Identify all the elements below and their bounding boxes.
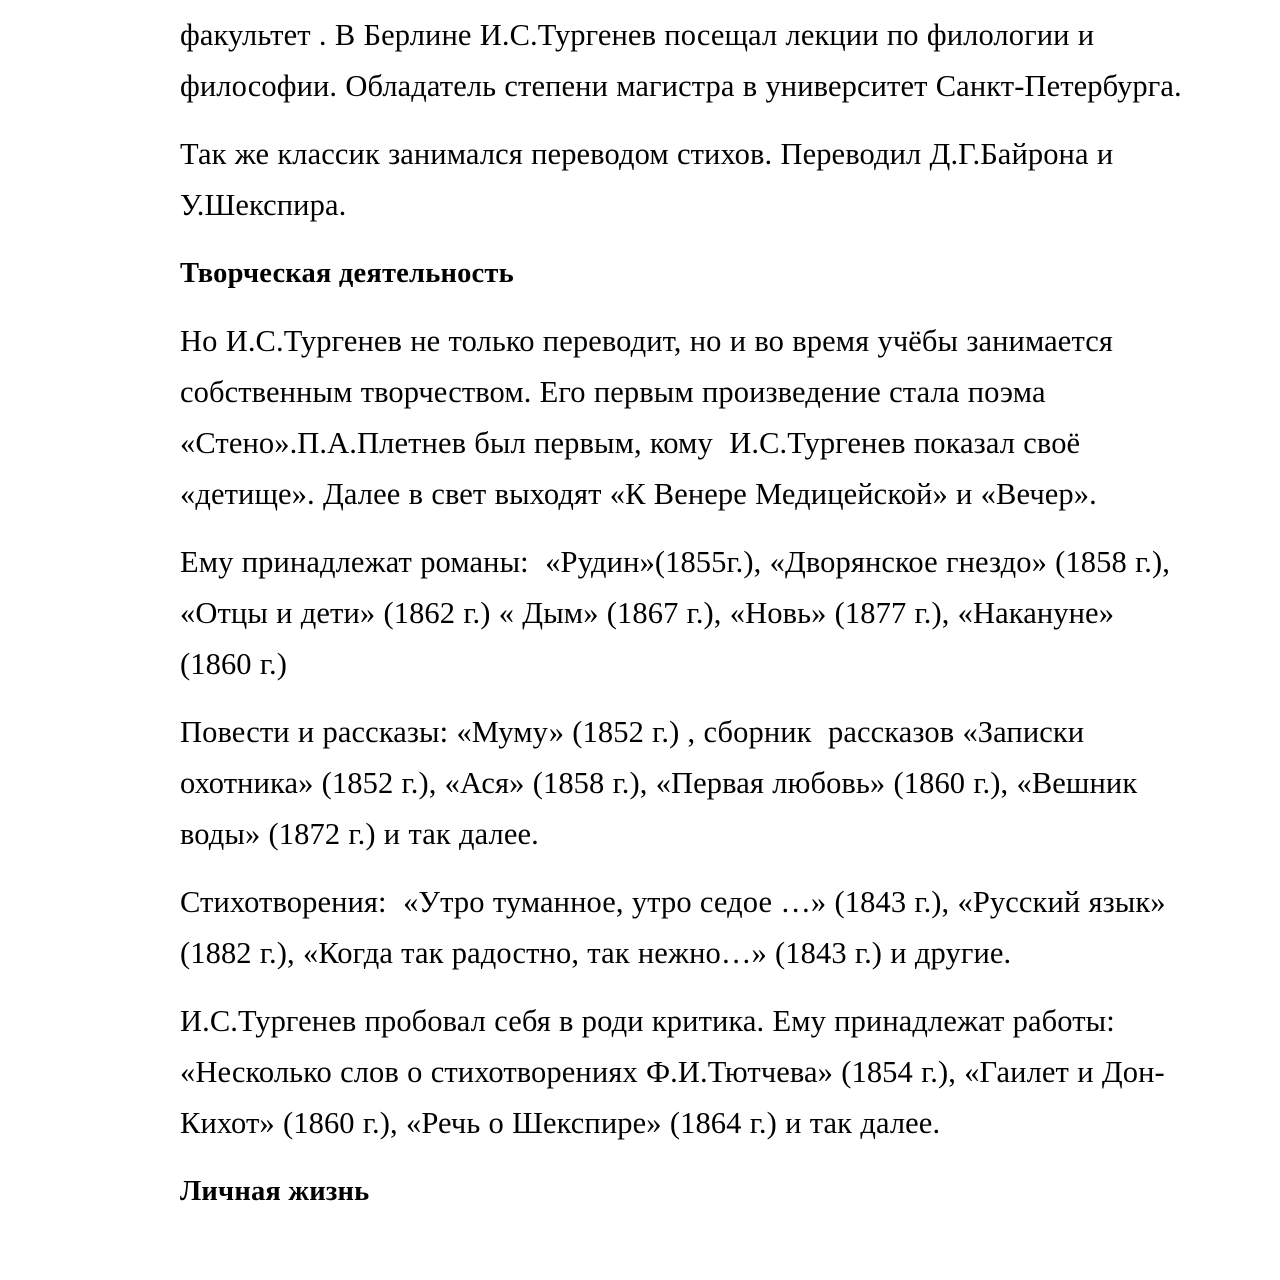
document-body <box>180 10 1186 1217</box>
heading-personal-life: Личная жизнь <box>180 1176 370 1207</box>
heading-creative-activity: Творческая деятельность <box>180 258 514 289</box>
paragraph-poems: Стихотворения: «Утро туманное, утро седое …» (1843 г.), «Русский язык» (1882 г.), «Когда так радостно, так нежно…» (1843 г.) и другие. <box>180 885 1174 970</box>
paragraph-first-works: Но И.С.Тургенев не только переводит, но и во время учёбы занимается собственным творчеством. Его первым произведение стала поэма «Стено».П.А.Плетнев был первым, кому И.С.Тургенев показал своё «детище». Далее в свет выходят «К Венере Медицейской» и «Вечер». <box>180 324 1122 511</box>
paragraph-education: факультет . В Берлине И.С.Тургенев посещал лекции по филологии и философии. Обладатель степени магистра в университет Санкт-Петербурга. <box>180 18 1182 103</box>
paragraph-translations: Так же классик занимался переводом стихов. Переводил Д.Г.Байрона и У.Шекспира. <box>180 137 1122 222</box>
paragraph-novels: Ему принадлежат романы: «Рудин»(1855г.), «Дворянское гнездо» (1858 г.), «Отцы и дети» (1862 г.) « Дым» (1867 г.), «Новь» (1877 г.), «Накануне» (1860 г.) <box>180 545 1179 681</box>
paragraph-novellas-and-stories: Повести и рассказы: «Муму» (1852 г.) , сборник рассказов «Записки охотника» (1852 г.), «Ася» (1858 г.), «Первая любовь» (1860 г.), «Вешник воды» (1872 г.) и так далее. <box>180 715 1146 851</box>
paragraph-criticism: И.С.Тургенев пробовал себя в роди критика. Ему принадлежат работы: «Несколько слов о стихотворениях Ф.И.Тютчева» (1854 г.), «Гаилет и Дон-Кихот» (1860 г.), «Речь о Шекспире» (1864 г.) и так далее. <box>180 1004 1165 1140</box>
